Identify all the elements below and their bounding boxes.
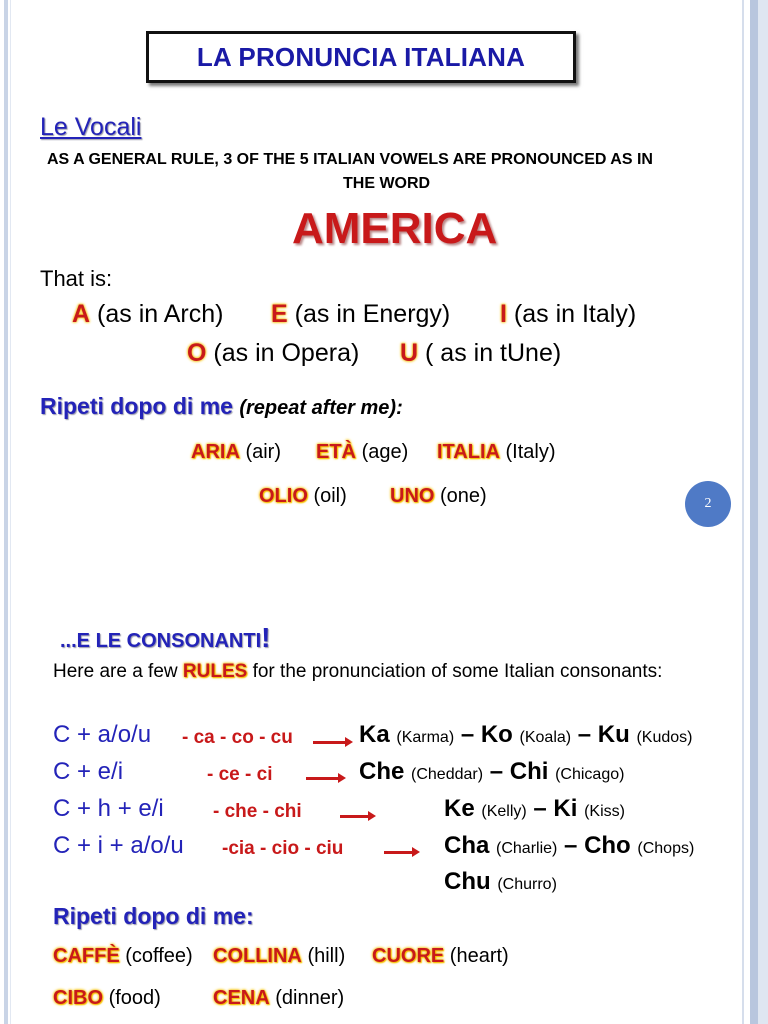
sound: Cha — [444, 832, 490, 859]
sound-example: (Kelly) — [481, 803, 527, 820]
vowel-desc: ( as in tUne) — [425, 339, 562, 367]
vowel-letter: E — [271, 300, 288, 328]
intro-before: Here are a few — [53, 661, 183, 682]
rule-syllables: -cia - cio - ciu — [222, 838, 344, 859]
vowel-word — [259, 485, 347, 508]
rule-syllables: - ca - co - cu — [182, 727, 293, 748]
sound-example: (Kudos) — [636, 729, 693, 746]
vowel-row1 — [72, 300, 223, 329]
word-italian: CENA — [213, 987, 270, 1009]
word-italian: UNO — [390, 485, 435, 507]
repeat-heading-text: Ripeti dopo di me — [40, 393, 233, 419]
rule-syllables: - ce - ci — [207, 764, 273, 785]
sound: Chu — [444, 868, 491, 895]
word-italian: ITALIA — [437, 441, 500, 463]
dash: – — [460, 721, 475, 748]
word-meaning: (hill) — [307, 945, 346, 967]
vowel-rule-line1: AS A GENERAL RULE, 3 OF THE 5 ITALIAN VOWELS ARE PRONOUNCED AS IN — [47, 151, 653, 168]
vowel-row2 — [187, 339, 359, 368]
sound: Ke — [444, 795, 475, 822]
rule-sounds — [444, 832, 694, 860]
sound: Che — [359, 758, 405, 785]
word-meaning: (air) — [245, 441, 281, 463]
rule-syllables: - che - chi — [213, 801, 302, 822]
sound-example: (Chicago) — [555, 766, 625, 783]
rule-formula: C + e/i — [53, 758, 124, 785]
consonant-word — [53, 945, 193, 968]
dash: – — [577, 721, 592, 748]
dash: – — [564, 832, 578, 859]
sound: Ka — [359, 721, 390, 748]
title-box — [146, 31, 576, 83]
page-number: 2 — [704, 496, 712, 511]
left-border-line — [10, 0, 11, 1024]
vowel-letter: U — [400, 339, 419, 367]
vowel-word — [191, 441, 281, 464]
vowel-row1 — [271, 300, 450, 329]
word-italian: CUORE — [372, 945, 445, 967]
vowel-desc: (as in Opera) — [213, 339, 360, 367]
arrow-icon — [340, 815, 370, 818]
word-italian: CAFFÈ — [53, 945, 120, 967]
sound: Cho — [584, 832, 631, 859]
vowel-desc: (as in Arch) — [97, 300, 224, 328]
vowel-row1 — [500, 300, 636, 329]
vowel-desc: (as in Energy) — [294, 300, 451, 328]
sound-example: (Karma) — [396, 729, 455, 746]
page-number-badge — [685, 481, 731, 527]
vowel-word — [316, 441, 408, 464]
arrow-icon — [384, 851, 414, 854]
word-meaning: (food) — [108, 987, 161, 1009]
word-italian: OLIO — [259, 485, 308, 507]
consonant-word — [213, 945, 345, 968]
rule-formula: C + h + e/i — [53, 795, 164, 822]
consonant-word — [53, 987, 161, 1010]
vowel-rule-line2: THE WORD — [343, 175, 431, 192]
consonants-intro — [53, 661, 662, 683]
sound-example: (Kiss) — [584, 803, 625, 820]
word-meaning: (coffee) — [125, 945, 193, 967]
vowel-row2 — [400, 339, 561, 368]
dash: – — [489, 758, 504, 785]
vowel-word — [437, 441, 556, 464]
vowel-letter: A — [72, 300, 91, 328]
word-meaning: (heart) — [449, 945, 509, 967]
sound-example: (Koala) — [519, 729, 572, 746]
rule-sounds-cont — [444, 868, 557, 896]
repeat-heading-vowels — [40, 393, 403, 420]
rule-sounds — [359, 721, 693, 749]
word-meaning: (dinner) — [275, 987, 345, 1009]
vowel-word — [390, 485, 487, 508]
sound: Chi — [509, 758, 549, 785]
word-meaning: (age) — [361, 441, 409, 463]
consonants-heading — [60, 622, 270, 654]
intro-after: for the pronunciation of some Italian consonants: — [247, 661, 663, 682]
rule-formula: C + i + a/o/u — [53, 832, 184, 859]
rule-formula: C + a/o/u — [53, 721, 152, 748]
rule-sounds — [359, 758, 624, 786]
consonants-heading-text: ...E LE CONSONANTI — [60, 630, 262, 652]
sound-example: (Charlie) — [496, 840, 558, 857]
intro-rules: RULES — [182, 661, 248, 682]
consonants-heading-mark: ! — [261, 622, 271, 653]
dash: – — [533, 795, 547, 822]
consonant-word — [213, 987, 344, 1010]
word-italian: CIBO — [53, 987, 103, 1009]
america-word: AMERICA — [292, 204, 498, 253]
that-is-label: That is: — [40, 266, 113, 291]
sound: Ko — [480, 721, 513, 748]
vowel-letter: O — [187, 339, 207, 367]
word-italian: ARIA — [191, 441, 240, 463]
word-italian: COLLINA — [213, 945, 302, 967]
sound-example: (Churro) — [497, 876, 557, 893]
rule-sounds — [444, 795, 625, 823]
vowels-heading: Le Vocali — [40, 113, 142, 141]
word-meaning: (Italy) — [505, 441, 556, 463]
right-border — [736, 0, 768, 1024]
vowel-letter: I — [500, 300, 507, 328]
word-meaning: (oil) — [313, 485, 347, 507]
sound: Ku — [597, 721, 630, 748]
vowel-desc: (as in Italy) — [513, 300, 637, 328]
word-meaning: (one) — [440, 485, 487, 507]
page-title: LA PRONUNCIA ITALIANA — [196, 41, 526, 72]
left-border — [4, 0, 8, 1024]
repeat-heading-consonants: Ripeti dopo di me: — [53, 903, 254, 929]
word-italian: ETÀ — [316, 441, 356, 463]
consonant-word — [372, 945, 509, 968]
arrow-icon — [313, 741, 347, 744]
arrow-icon — [306, 777, 340, 780]
sound: Ki — [553, 795, 578, 822]
sound-example: (Cheddar) — [411, 766, 484, 783]
sound-example: (Chops) — [637, 840, 695, 857]
repeat-hint: (repeat after me): — [239, 397, 403, 419]
